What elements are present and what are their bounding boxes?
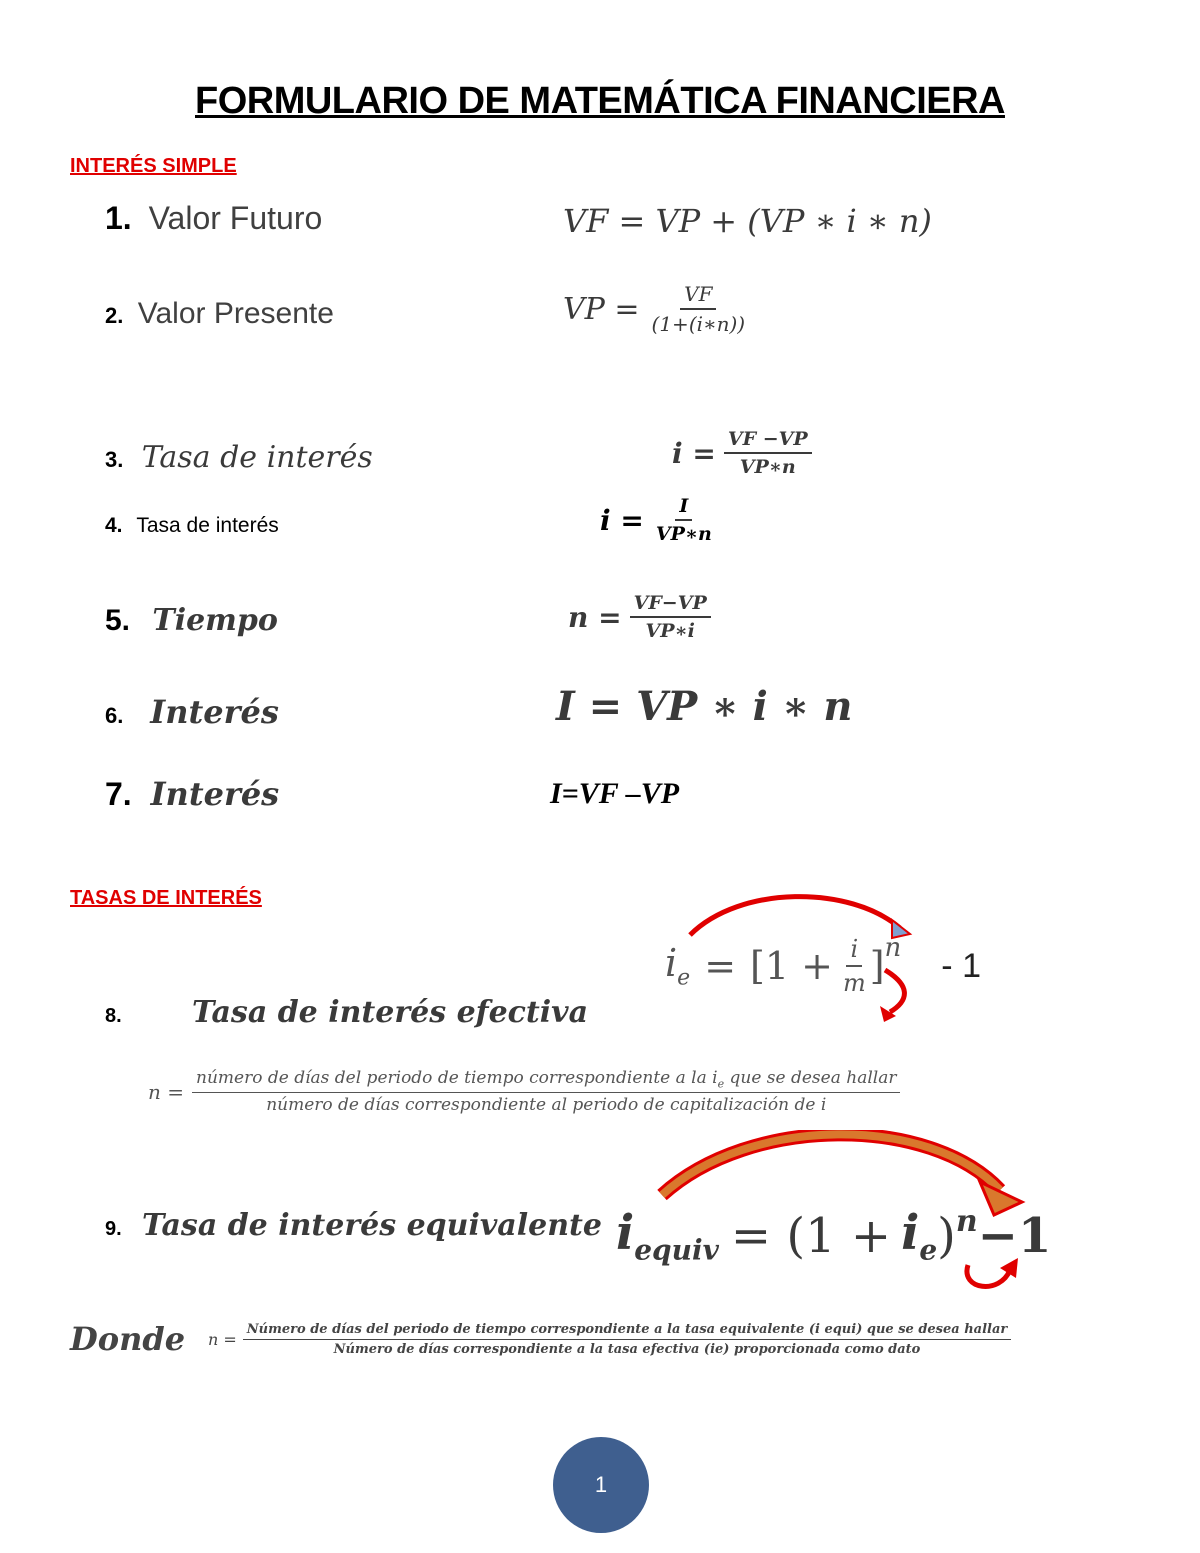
item-6-label: Interés [150, 693, 279, 731]
item-5-numerator: VF−VP [630, 592, 711, 618]
item-4-denominator: VP∗n [655, 523, 712, 545]
item-7 [105, 775, 279, 813]
item-8-lhs: $i_e$ [665, 941, 691, 991]
item-5-number: 5. [105, 604, 131, 637]
item-4-fraction [652, 495, 716, 545]
item-9-close: ) [937, 1207, 956, 1264]
item-9-tail: −1 [977, 1207, 1052, 1264]
section-heading-interes-simple: INTERÉS SIMPLE [70, 155, 237, 177]
donde-label: Donde [70, 1320, 186, 1358]
item-3-number: 3. [105, 447, 124, 472]
item-8-number: 8. [105, 1005, 122, 1027]
item-9-lhs: $i_{equiv}$ [616, 1205, 719, 1267]
item-2-denominator: (1+(i∗n)) [651, 312, 746, 336]
item-9-formula [616, 1205, 1051, 1267]
page-number-badge: 1 [553, 1437, 649, 1533]
item-8-tail: - 1 [941, 946, 981, 985]
item-5-label: Tiempo [152, 603, 278, 638]
item-1 [105, 200, 322, 237]
item-3-fraction [724, 428, 812, 478]
donde-fraction [243, 1322, 1011, 1357]
item-8-formula [665, 935, 981, 997]
item-7-label: Interés [150, 775, 280, 813]
donde-lhs: n = [208, 1330, 237, 1349]
donde-formula [208, 1322, 1011, 1357]
item-9-eq: = (1 + [730, 1207, 892, 1264]
item-5-lhs: n = [568, 600, 622, 634]
item-4-formula [600, 495, 716, 545]
item-2-fraction [648, 282, 750, 336]
item-4-lhs: i = [600, 503, 644, 537]
item-5-fraction [630, 592, 711, 642]
item-8-denominator: m [842, 969, 866, 997]
n-def-1-lhs: n = [148, 1079, 184, 1104]
item-5 [105, 603, 278, 638]
item-9-exponent: n [955, 1204, 978, 1240]
item-3-denominator: VP∗n [739, 456, 796, 478]
item-9-label: Tasa de interés equivalente [142, 1208, 602, 1243]
item-6-number: 6. [105, 703, 124, 728]
item-8 [105, 995, 588, 1030]
item-4-label: Tasa de interés [136, 514, 279, 537]
item-3-lhs: i = [672, 436, 716, 470]
item-9 [105, 1208, 602, 1243]
item-3-numerator: VF −VP [724, 428, 812, 454]
donde-denominator: Número de días correspondiente a la tasa efectiva (ie) proporcionada como dato [333, 1342, 921, 1357]
item-8-open: [1 + [750, 944, 833, 988]
item-2-formula [563, 282, 749, 336]
item-2-lhs: VP = [563, 291, 640, 327]
n-definition-1 [148, 1068, 900, 1115]
item-2-numerator: VF [680, 282, 716, 310]
item-8-numerator: i [846, 935, 862, 967]
item-1-formula: VF = VP + (VP ∗ i ∗ n) [563, 202, 932, 240]
item-8-label: Tasa de interés efectiva [192, 995, 589, 1030]
item-5-denominator: VP∗i [645, 620, 695, 642]
item-6-formula: I = VP ∗ i ∗ n [556, 683, 853, 730]
item-1-number: 1. [105, 200, 132, 236]
n-def-1-fraction [192, 1068, 900, 1115]
item-1-label: Valor Futuro [148, 200, 323, 236]
item-3 [105, 440, 373, 475]
item-5-formula [568, 592, 711, 642]
item-9-ie: $i_e$ [901, 1205, 938, 1267]
item-6 [105, 693, 279, 731]
item-8-exponent: n [884, 933, 902, 963]
page-title: FORMULARIO DE MATEMÁTICA FINANCIERA [195, 80, 1005, 122]
n-def-1-numerator: número de días del periodo de tiempo correspondiente a la $i_e$ que se desea hallar [192, 1068, 900, 1093]
item-4 [105, 514, 279, 538]
item-8-fraction [839, 935, 870, 997]
item-2-number: 2. [105, 303, 124, 328]
item-3-formula [672, 428, 812, 478]
item-2 [105, 297, 334, 331]
n-def-1-denominator: número de días correspondiente al periodo de capitalización de i [266, 1095, 827, 1116]
item-3-label: Tasa de interés [141, 440, 373, 475]
item-4-number: 4. [105, 514, 123, 537]
item-8-close: ] [869, 944, 885, 988]
donde-numerator: Número de días del periodo de tiempo correspondiente a la tasa equivalente (i equi) que se desea hallar [243, 1322, 1011, 1340]
item-7-formula: I=VF –VP [550, 777, 680, 810]
item-2-label: Valor Presente [137, 297, 334, 330]
item-4-numerator: I [675, 495, 692, 521]
item-7-number: 7. [105, 776, 132, 812]
item-8-eq: = [704, 944, 737, 988]
item-9-number: 9. [105, 1218, 122, 1240]
section-heading-tasas: TASAS DE INTERÉS [70, 887, 262, 909]
